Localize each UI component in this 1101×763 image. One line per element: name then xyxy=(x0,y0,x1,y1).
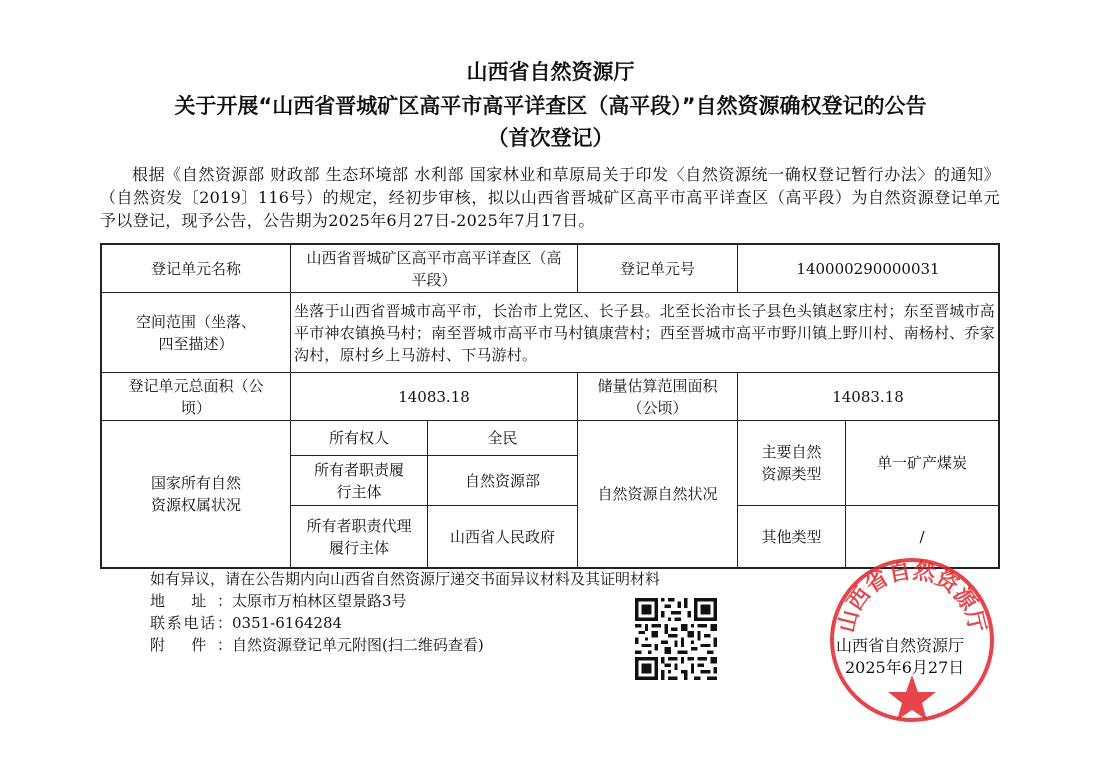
intro-paragraph: 根据《自然资源部 财政部 生态环境部 水利部 国家林业和草原局关于印发〈自然资源统一确权登记暂行办法〉的通知》（自然资发〔2019〕116号）的规定，经初步审核，拟以山西省晋城矿区高平市高平详查区（高平段）为自然资源登记单元予以登记，现予公告，公告期为2025年6月27日-2025年7月17日。 xyxy=(100,165,1000,230)
svg-text:山西省自然资源厅: 山西省自然资源厅 xyxy=(833,557,991,636)
signature-date: 2025年6月27日 xyxy=(845,658,965,677)
main-type-value: 单一矿产煤炭 xyxy=(876,454,967,472)
duty-value: 自然资源部 xyxy=(464,471,540,490)
main-type-label: 主要自然资源类型 xyxy=(761,443,822,483)
qr-code-icon[interactable] xyxy=(635,598,717,680)
area-value: 14083.18 xyxy=(398,387,470,406)
unit-no-value: 140000290000031 xyxy=(796,259,940,278)
reserve-area-value: 14083.18 xyxy=(832,387,904,406)
notice-title-sub: （首次登记） xyxy=(487,126,614,150)
attachment-value: 自然资源登记单元附图(扫二维码查看) xyxy=(232,636,484,654)
attachment-label: 附 件： xyxy=(150,636,232,654)
agent-label: 所有者职责代理履行主体 xyxy=(306,516,412,557)
owner-value: 全民 xyxy=(487,429,518,447)
objection-note: 如有异议，请在公告期内向山西省自然资源厅递交书面异议材料及其证明材料 xyxy=(150,570,661,588)
signature-org: 山西省自然资源厅 xyxy=(836,636,965,655)
space-label: 空间范围（坐落、四至描述） xyxy=(136,312,257,353)
phone-line xyxy=(150,612,342,634)
ownership-label: 国家所有自然资源权属状况 xyxy=(150,474,241,514)
owner-label: 所有权人 xyxy=(328,429,389,447)
unit-name-value: 山西省晋城矿区高平市高平详查区（高平段） xyxy=(306,248,562,289)
unit-name-label: 登记单元名称 xyxy=(150,259,241,278)
area-label: 登记单元总面积（公顷） xyxy=(128,376,264,417)
nature-label: 自然资源自然状况 xyxy=(597,485,718,503)
space-value: 坐落于山西省晋城市高平市，长治市上党区、长子县。北至长治市长子县色头镇赵家庄村；东至晋城市高平市神农镇换马村；南至晋城市高平市马村镇康营村；西至晋城市高平市野川镇上野川村、南杨村、乔家沟村，原村乡上马游村、下马游村。 xyxy=(294,301,995,364)
address-line xyxy=(150,590,407,612)
unit-no-label: 登记单元号 xyxy=(619,259,695,278)
phone-value: 0351-6164284 xyxy=(232,614,343,632)
other-type-label: 其他类型 xyxy=(761,527,822,546)
duty-label: 所有者职责履行主体 xyxy=(313,460,404,501)
phone-label: 联系电话： xyxy=(150,614,232,632)
notice-title-org: 山西省自然资源厅 xyxy=(466,60,635,84)
notice-title-main: 关于开展“山西省晋城矿区高平市高平详查区（高平段）”自然资源确权登记的公告 xyxy=(174,94,927,118)
address-value: 太原市万柏林区望景路3号 xyxy=(232,592,407,610)
address-label: 地 址： xyxy=(150,592,232,610)
agent-value: 山西省人民政府 xyxy=(449,527,555,546)
attachment-line xyxy=(150,634,484,656)
reserve-area-label: 储量估算范围面积（公顷） xyxy=(597,376,718,417)
other-type-value: / xyxy=(919,527,925,546)
